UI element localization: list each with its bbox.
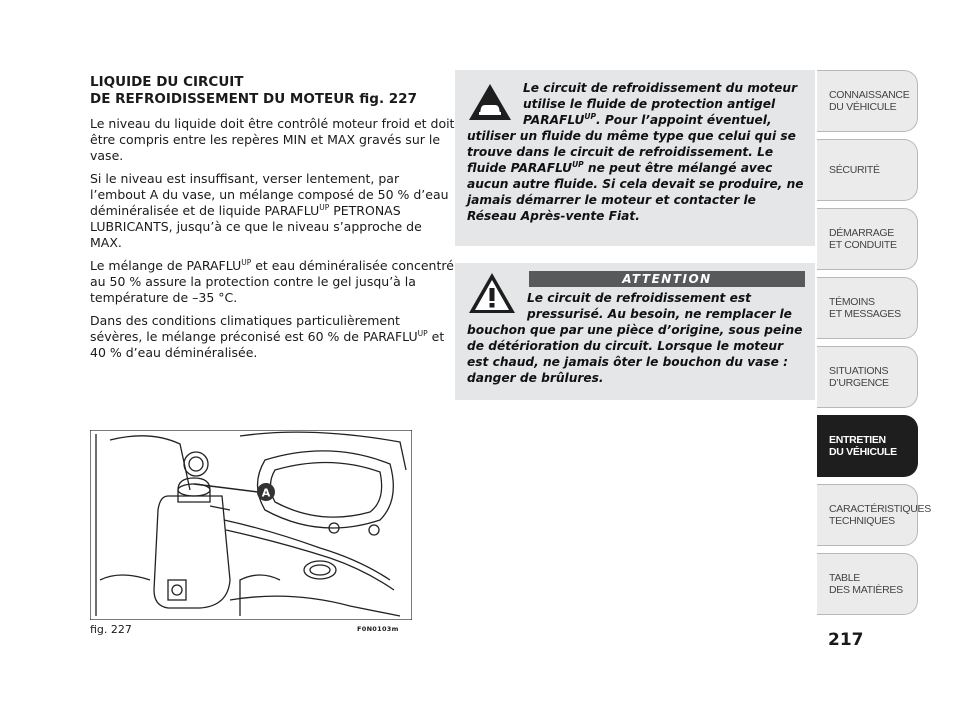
tab-temoins-messages[interactable]: TÉMOINS ET MESSAGES bbox=[817, 277, 918, 339]
tab-connaissance-vehicule[interactable]: CONNAISSANCE DU VÉHICULE bbox=[817, 70, 918, 132]
tab-entretien-vehicule[interactable]: ENTRETIEN DU VÉHICULE bbox=[817, 415, 918, 477]
paragraph-topping-up: Si le niveau est insuffisant, verser lentement, par l’embout A du vase, un mélange composé de 50 % d’eau déminéralisée et de liquide $PARAFLU^{UP}$ PETRONAS LUBRICANTS, jusqu’à ce que le niveau s’approche de MAX. bbox=[90, 171, 449, 250]
paragraph-level-check: Le niveau du liquide doit être contrôlé moteur froid et doit être compris entre les repères MIN et MAX gravés sur le vase. bbox=[90, 116, 455, 163]
danger-triangle-icon bbox=[467, 271, 517, 315]
figure-caption: fig. 227 bbox=[90, 623, 132, 636]
section-title-line1: LIQUIDE DU CIRCUIT bbox=[90, 74, 244, 90]
tab-caracteristiques-techniques[interactable]: CARACTÉRISTIQUES TECHNIQUES bbox=[817, 484, 918, 546]
chapter-tabs bbox=[817, 70, 931, 622]
main-text-column bbox=[90, 74, 455, 368]
attention-text: Le circuit de refroidissement est pressurisé. Au besoin, ne remplacer le bouchon que par une pièce d’origine, sous peine de détérioration du circuit. Lorsque le moteur est chaud, ne jamais ôter le bouchon du vase : danger de brûlures. bbox=[467, 291, 803, 385]
tab-table-matieres[interactable]: TABLE DES MATIÈRES bbox=[817, 553, 918, 615]
engine-coolant-reservoir-figure bbox=[90, 430, 412, 620]
attention-banner: ATTENTION bbox=[529, 271, 805, 287]
paragraph-severe-climate: Dans des conditions climatiques particulièrement sévères, le mélange préconisé est 60 % de $PARAFLU^{UP}$ et 40 % d’eau déminéralisée. bbox=[90, 313, 445, 360]
coolant-note-box bbox=[455, 70, 815, 246]
section-title-line2: DE REFROIDISSEMENT DU MOTEUR fig. 227 bbox=[90, 91, 417, 107]
coolant-note-text: Le circuit de refroidissement du moteur utilise le fluide de protection antigel $PARAFLU^{UP}$. Pour l’appoint éventuel, utiliser un fluide du même type que celui qui se trouve dans le circuit de refroidissement. Le fluide $PARAFLU^{UP}$ ne peut être mélangé avec aucun autre fluide. Si cela devait se produire, ne jamais démarrer le moteur et contacter le Réseau Après-vente Fiat. bbox=[467, 81, 804, 223]
car-warning-icon bbox=[467, 82, 513, 122]
paragraph-mix-protection: Le mélange de $PARAFLU^{UP}$ et eau déminéralisée concentré au 50 % assure la protection contre le gel jusqu’à la température de –35 °C. bbox=[90, 257, 454, 305]
tab-demarrage-conduite[interactable]: DÉMARRAGE ET CONDUITE bbox=[817, 208, 918, 270]
attention-box bbox=[455, 263, 815, 400]
figure-code: F0N0103m bbox=[357, 625, 399, 633]
page-number: 217 bbox=[828, 630, 864, 650]
tab-situations-urgence[interactable]: SITUATIONS D’URGENCE bbox=[817, 346, 918, 408]
tab-securite[interactable]: SÉCURITÉ bbox=[817, 139, 918, 201]
figure-label-a: A bbox=[261, 486, 271, 500]
section-title bbox=[90, 74, 455, 108]
